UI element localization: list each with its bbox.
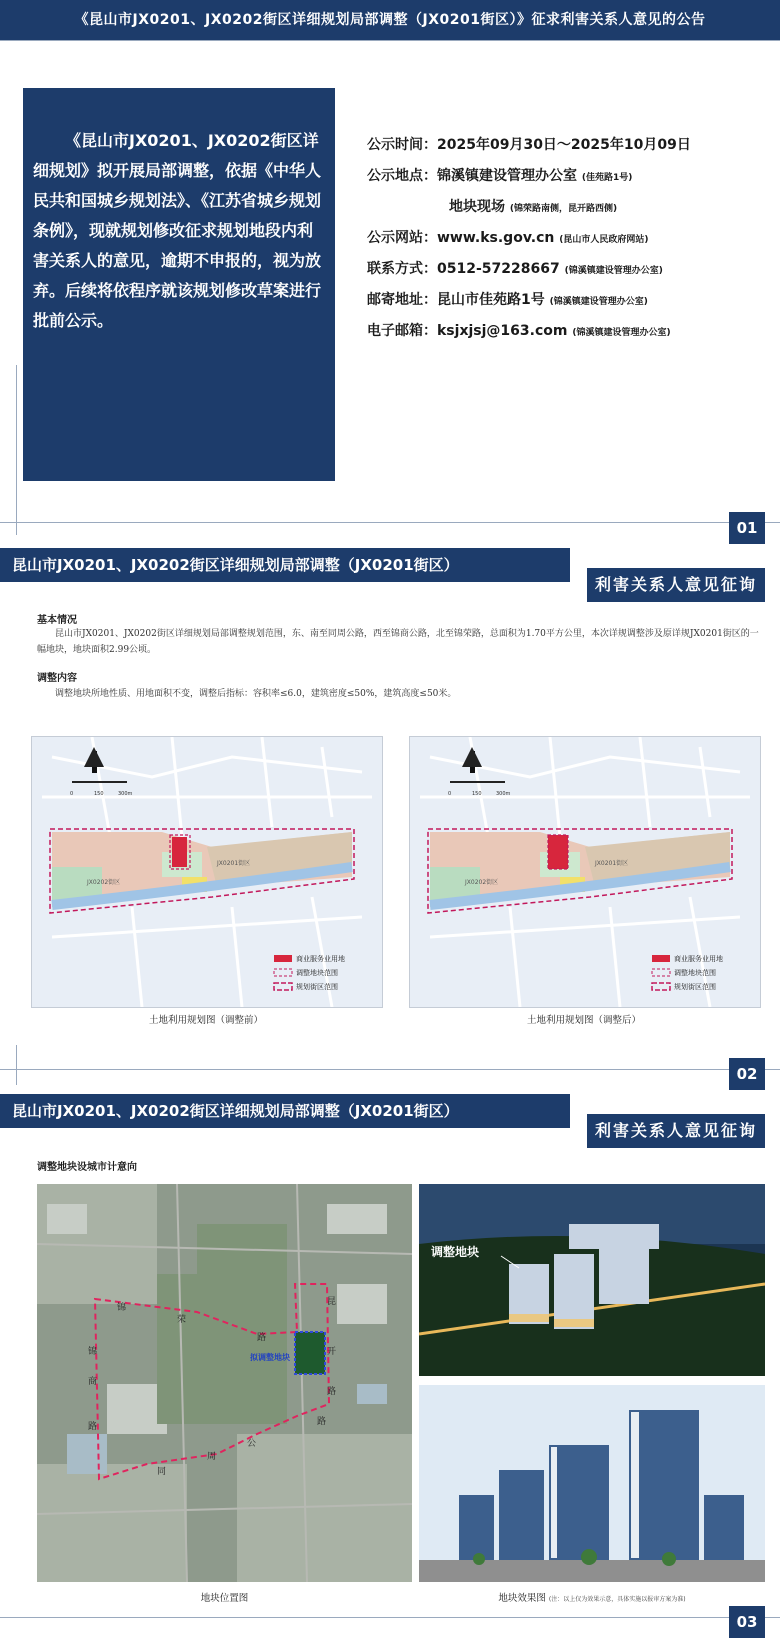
- svg-text:调整地块范围: 调整地块范围: [296, 969, 338, 977]
- intro-text: 《昆山市JX0201、JX0202街区详细规划》拟开展局部调整，依据《中华人民共和国城乡规划法》、《江苏省城乡规划条例》，现就规划修改征求规划地段内利害关系人的意见，逾期不申报的，视为放弃。后续将依程序就该规划修改草案进行批前公示。: [33, 131, 322, 330]
- decor-line: [16, 365, 17, 535]
- map-graphic: [32, 737, 382, 1007]
- land-use-map-before: [31, 736, 383, 1008]
- basic-heading: 基本情况: [37, 615, 77, 626]
- info-time: 公示时间：2025年09月30日～2025年10月09日: [367, 137, 691, 153]
- svg-text:拟调整地块: 拟调整地块: [250, 1353, 290, 1362]
- svg-text:300m: 300m: [496, 791, 511, 797]
- adjust-heading: 调整内容: [37, 673, 77, 684]
- page-number: 03: [729, 1606, 765, 1638]
- decor-line: [16, 1045, 17, 1085]
- render-day: [419, 1385, 765, 1582]
- svg-text:商: 商: [88, 1377, 98, 1387]
- render-image: [419, 1184, 765, 1376]
- svg-text:150: 150: [94, 791, 104, 797]
- svg-text:路: 路: [257, 1333, 267, 1343]
- aerial-image: [37, 1184, 412, 1582]
- svg-text:0: 0: [70, 791, 74, 797]
- svg-text:锦: 锦: [88, 1347, 98, 1357]
- section-title: 昆山市JX0201、JX0202街区详细规划局部调整（JX0201街区）: [0, 1094, 570, 1128]
- svg-text:同: 同: [157, 1467, 167, 1477]
- svg-text:规划街区范围: 规划街区范围: [674, 983, 716, 991]
- svg-text:商业服务业用地: 商业服务业用地: [674, 955, 723, 963]
- svg-text:锦: 锦: [117, 1303, 127, 1313]
- divider: [0, 1069, 780, 1070]
- svg-text:昆: 昆: [327, 1297, 337, 1307]
- page-number: 02: [729, 1058, 765, 1090]
- svg-text:路: 路: [327, 1387, 337, 1397]
- adjust-text: 调整地块所地性质、用地面积不变，调整后指标：容积率≤6.0，建筑密度≤50%，建筑高度≤50米。: [55, 689, 457, 699]
- section-tag: 利害关系人意见征询: [587, 568, 765, 602]
- map-after-caption: 土地利用规划图（调整后）: [526, 1015, 641, 1026]
- svg-text:规划街区范围: 规划街区范围: [296, 983, 338, 991]
- svg-text:300m: 300m: [118, 791, 133, 797]
- svg-text:公: 公: [247, 1439, 257, 1449]
- basic-text: 昆山市JX0201、JX0202街区详细规划局部调整规划范围，东、南至同周公路，西至锦商公路，北至锦荣路，总面积为1.70平方公里，本次详规调整涉及原详规JX0201街区的一幅地块，地块面积2.99公顷。: [37, 629, 759, 655]
- map-before-caption: 土地利用规划图（调整前）: [148, 1015, 263, 1026]
- svg-text:开: 开: [327, 1347, 337, 1357]
- svg-text:JX0202街区: JX0202街区: [465, 879, 499, 886]
- svg-text:荣: 荣: [177, 1315, 187, 1325]
- render-image: [419, 1385, 765, 1582]
- svg-text:调整地块范围: 调整地块范围: [674, 969, 716, 977]
- info-site: 地块现场 (锦荣路南侧，昆开路西侧): [449, 199, 618, 215]
- svg-text:商业服务业用地: 商业服务业用地: [296, 955, 345, 963]
- svg-text:周: 周: [207, 1452, 217, 1462]
- intro-panel: [23, 88, 335, 481]
- info-phone: 联系方式：0512-57228667 (锦溪镇建设管理办公室): [367, 261, 663, 277]
- map-graphic: [410, 737, 760, 1007]
- section-title: 昆山市JX0201、JX0202街区详细规划局部调整（JX0201街区）: [0, 548, 570, 582]
- land-use-map-after: [409, 736, 761, 1008]
- render-caption: 地块效果图 (注：以上仅为效果示意，具体实施以报审方案为准): [498, 1593, 686, 1604]
- info-email: 电子邮箱：ksjxjsj@163.com (锦溪镇建设管理办公室): [367, 323, 671, 339]
- page-title: 《昆山市JX0201、JX0202街区详细规划局部调整（JX0201街区）》征求利害关系人意见的公告: [0, 0, 780, 40]
- svg-text:路: 路: [88, 1422, 98, 1432]
- svg-text:150: 150: [472, 791, 482, 797]
- page-number: 01: [729, 512, 765, 544]
- svg-text:JX0201街区: JX0201街区: [595, 860, 629, 867]
- info-place: 公示地点：锦溪镇建设管理办公室 (佳苑路1号): [367, 168, 633, 184]
- svg-text:JX0201街区: JX0201街区: [217, 860, 251, 867]
- website-link[interactable]: www.ks.gov.cn: [437, 230, 555, 246]
- svg-text:调整地块: 调整地块: [431, 1245, 480, 1259]
- svg-text:JX0202街区: JX0202街区: [87, 879, 121, 886]
- plan-heading: 调整地块设城市计意向: [37, 1162, 137, 1173]
- location-caption: 地块位置图: [200, 1593, 249, 1604]
- divider: [0, 522, 780, 523]
- location-map: [37, 1184, 412, 1582]
- email-link[interactable]: ksjxjsj@163.com: [437, 323, 568, 339]
- notice-info: [367, 130, 767, 347]
- info-mail: 邮寄地址：昆山市佳苑路1号 (锦溪镇建设管理办公室): [367, 292, 648, 308]
- section-tag: 利害关系人意见征询: [587, 1114, 765, 1148]
- render-night: [419, 1184, 765, 1376]
- divider: [0, 40, 780, 41]
- info-website: 公示网站：www.ks.gov.cn (昆山市人民政府网站): [367, 230, 649, 246]
- divider: [0, 1617, 780, 1618]
- svg-text:路: 路: [317, 1417, 327, 1427]
- svg-text:0: 0: [448, 791, 452, 797]
